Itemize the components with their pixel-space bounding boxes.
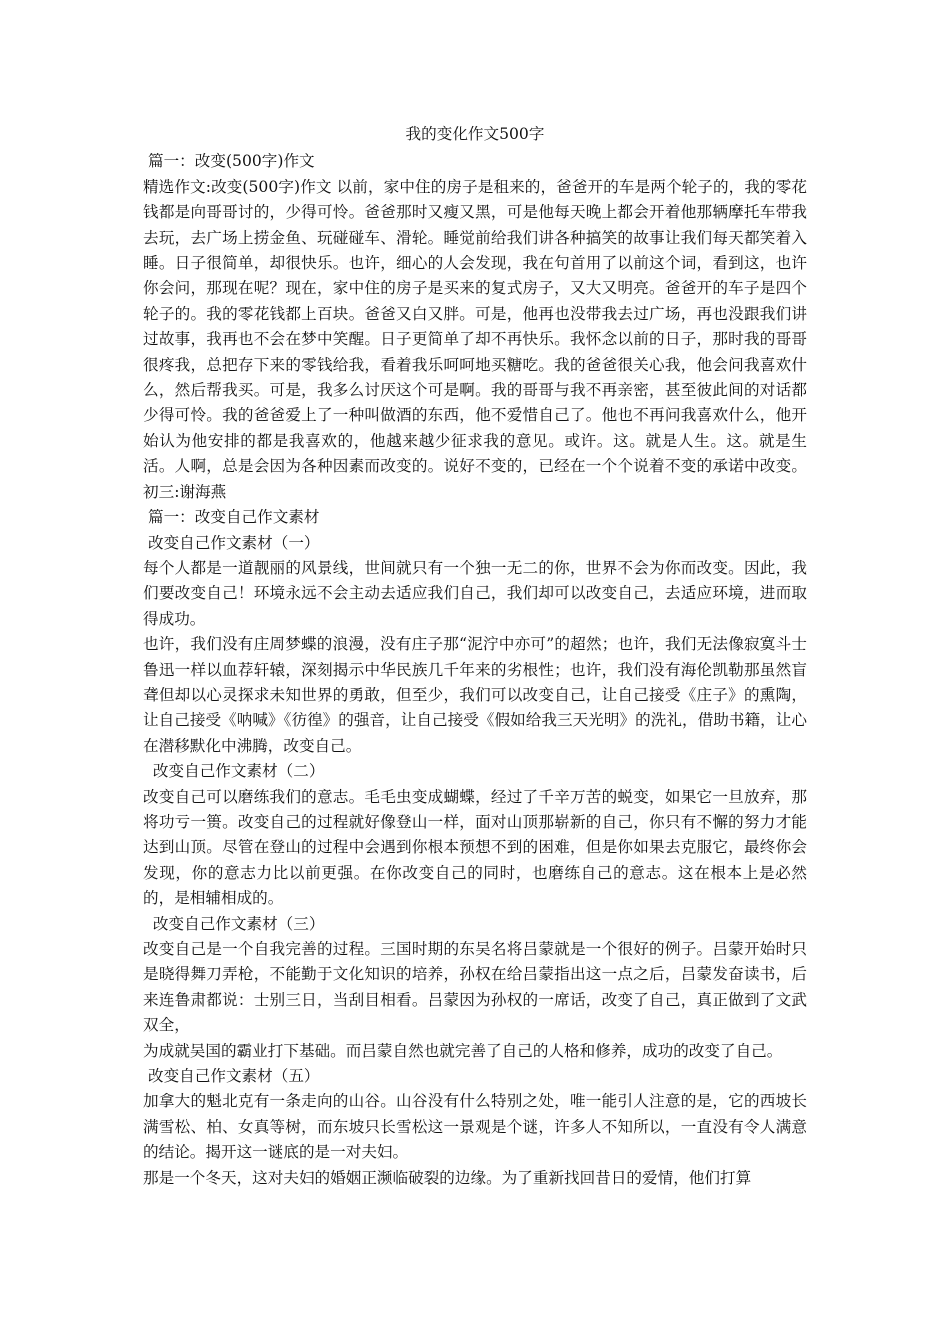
subsection-heading: 改变自己作文素材（五） <box>143 1067 320 1086</box>
document-title: 我的变化作文500字 <box>405 125 545 143</box>
subsection-heading: 改变自己作文素材（一） <box>143 533 320 552</box>
body-paragraph: 改变自己是一个自我完善的过程。三国时期的东吴名将吕蒙就是一个很好的例子。吕蒙开始时只是晓得舞刀弄枪，不能勤于文化知识的培养，孙权在给吕蒙指出这一点之后，吕蒙发奋读书，后来连鲁肃都说：士别三日，当刮目相看。吕蒙因为孙权的一席话，改变了自己，真正做到了文武双全， <box>143 940 807 1035</box>
body-paragraph: 精选作文:改变(500字)作文 以前，家中住的房子是租来的，爸爸开的车是两个轮子的，我的零花钱都是向哥哥讨的，少得可怜。爸爸那时又瘦又黑，可是他每天晚上都会开着他那辆摩托车带我去玩，去广场上捞金鱼、玩碰碰车、滑轮。睡觉前给我们讲各种搞笑的故事让我们每天都笑着入睡。日子很简单，却很快乐。也许，细心的人会发现，我在句首用了以前这个词，看到这，也许你会问，那现在呢？现在，家中住的房子是买来的复式房子，又大又明亮。爸爸开的车子是四个轮子的。我的零花钱都上百块。爸爸又白又胖。可是，他再也没带我去过广场，再也没跟我们讲过故事，我再也不会在梦中笑醒。日子更简单了却不再快乐。我怀念以前的日子，那时我的哥哥很疼我，总把存下来的零钱给我，看着我乐呵呵地买糖吃。我的爸爸很关心我，他会问我喜欢什么，然后帮我买。可是，我多么讨厌这个可是啊。我的哥哥与我不再亲密，甚至彼此间的对话都少得可怜。我的爸爸爱上了一种叫做酒的东西，他不爱惜自己了。他也不再问我喜欢什么，他开始认为他安排的都是我喜欢的，他越来越少征求我的意见。或许。这。就是人生。这。就是生活。人啊，总是会因为各种因素而改变的。说好不变的，已经在一个个说着不变的承诺中改变。初三:谢海燕 <box>143 177 807 501</box>
section-heading: 篇一：改变(500字)作文 <box>143 152 315 171</box>
body-paragraph: 为成就吴国的霸业打下基础。而吕蒙自然也就完善了自己的人格和修养，成功的改变了自己。 <box>143 1041 783 1060</box>
body-paragraph: 也许，我们没有庄周梦蝶的浪漫，没有庄子那“泥泞中亦可”的超然；也许，我们无法像寂寞斗士鲁迅一样以血荐轩辕，深刻揭示中华民族几千年来的劣根性；也许，我们没有海伦凯勒那虽然盲聋但却以心灵探求未知世界的勇敢，但至少，我们可以改变自己，让自己接受《庄子》的熏陶，让自己接受《呐喊》《彷徨》的强音，让自己接受《假如给我三天光明》的洗礼，借助书籍，让心在潜移默化中沸腾，改变自己。 <box>143 635 807 755</box>
body-paragraph: 每个人都是一道靓丽的风景线，世间就只有一个独一无二的你，世界不会为你而改变。因此，我们要改变自己！环境永远不会主动去适应我们自己，我们却可以改变自己，去适应环境，进而取得成功。 <box>143 558 807 628</box>
document-page <box>143 122 807 1191</box>
body-paragraph: 那是一个冬天，这对夫妇的婚姻正濒临破裂的边缘。为了重新找回昔日的爱情，他们打算 <box>143 1168 752 1187</box>
section-heading: 篇一：改变自己作文素材 <box>143 508 320 527</box>
subsection-heading: 改变自己作文素材（三） <box>143 914 325 933</box>
subsection-heading: 改变自己作文素材（二） <box>143 762 325 781</box>
body-paragraph: 改变自己可以磨练我们的意志。毛毛虫变成蝴蝶，经过了千辛万苦的蜕变，如果它一旦放弃，那将功亏一篑。改变自己的过程就好像登山一样，面对山顶那崭新的自己，你只有不懈的努力才能达到山顶。尽管在登山的过程中会遇到你根本预想不到的困难，但是你如果去克服它，最终你会发现，你的意志力比以前更强。在你改变自己的同时，也磨练自己的意志。这在根本上是必然的，是相辅相成的。 <box>143 787 807 908</box>
body-paragraph: 加拿大的魁北克有一条走向的山谷。山谷没有什么特别之处，唯一能引人注意的是，它的西坡长满雪松、柏、女真等树，而东坡只长雪松这一景观是个谜，许多人不知所以，一直没有令人满意的结论。揭开这一谜底的是一对夫妇。 <box>143 1092 807 1162</box>
